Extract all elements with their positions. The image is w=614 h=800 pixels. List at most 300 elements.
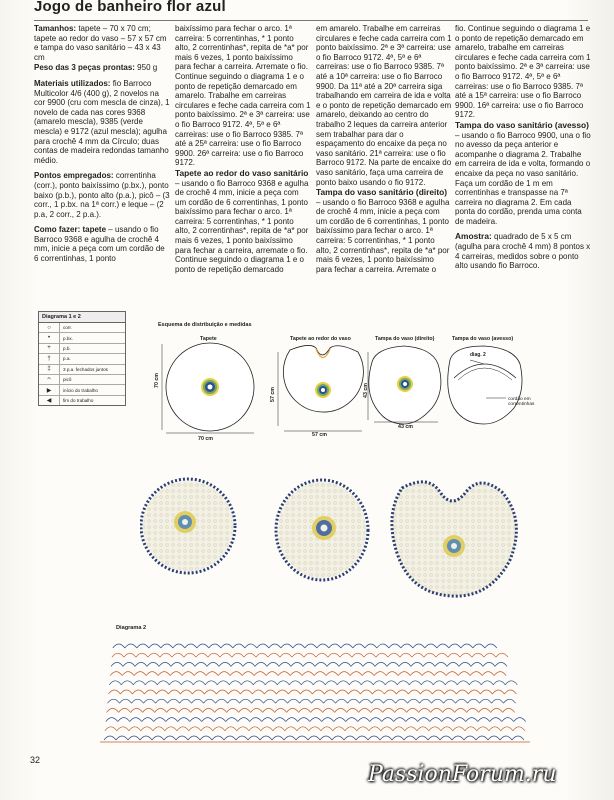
diagram-2-fan: [183, 662, 195, 666]
text-column-2: [175, 24, 311, 280]
diagram-2-fan: [263, 708, 275, 712]
diagram-2-fan: [185, 644, 197, 648]
diagram-2-fan: [340, 653, 352, 657]
diagram-2-fan: [165, 727, 177, 731]
legend-symbol: ◀: [39, 396, 60, 405]
diagram-2-fan: [328, 653, 340, 657]
diagram-2-fan: [153, 727, 165, 731]
diagram-2-fan: [408, 690, 420, 694]
diagram-2-fan: [112, 653, 124, 657]
diagram-2-fan: [349, 681, 361, 685]
diagram-2-fan: [215, 708, 227, 712]
diagram-2-fan: [478, 718, 490, 722]
col3-heading: Tampa do vaso sanitário (direito): [316, 187, 448, 198]
stitches-text: correntinha (corr.), ponto baixíssimo (p.bx.), ponto baixo (p.b.), ponto alto (p.a.), picô – (3 corr., 1 p.bx. na 1ª corr.) e leque – (2 p.a, 2 corr., 2 p.a.).: [34, 171, 170, 219]
diagram-2-fan: [302, 672, 314, 676]
diagram-2-fan: [419, 708, 431, 712]
diagram-2-fan: [178, 718, 190, 722]
diagram-2-fan: [492, 690, 504, 694]
diagram-2-fan: [132, 699, 144, 703]
diagram-2-fan: [449, 644, 461, 648]
diagram-2-fan: [488, 736, 500, 740]
diagram-2-fan: [243, 662, 255, 666]
diagram-2-fan: [484, 653, 496, 657]
diagram-2-fan: [457, 681, 469, 685]
diagram-2-fan: [197, 644, 209, 648]
diagram-2-fan: [233, 644, 245, 648]
diagram-2-fan: [129, 727, 141, 731]
diagram-2-fan: [206, 672, 218, 676]
col4-sample-text: quadrado de 5 x 5 cm (agulha para crochê 4 mm) 8 pontos x 4 carreiras, medidos sobre o ponto alto usando fio Barroco.: [455, 232, 591, 271]
diagram-2-fan: [124, 653, 136, 657]
diagram-2-fan: [452, 736, 464, 740]
diagram-2-fan: [145, 681, 157, 685]
diagram-2-fan: [444, 690, 456, 694]
diagram-2-fan: [255, 662, 267, 666]
diagram-2-fan: [360, 690, 372, 694]
diagram-2-fan: [196, 653, 208, 657]
text-column-4: [455, 24, 591, 277]
diagram-2-fan: [128, 736, 140, 740]
diagram-2-fan: [158, 672, 170, 676]
diagram-2-fan: [503, 708, 515, 712]
diagram-2-fan: [384, 699, 396, 703]
diagram-2-fan: [204, 690, 216, 694]
diagram-2-fan: [280, 653, 292, 657]
diagram-2-fan: [316, 653, 328, 657]
diagram-2-fan: [326, 672, 338, 676]
diagram-2-fan: [266, 672, 278, 676]
diagram-2-fan: [251, 708, 263, 712]
diagram-2-fan: [146, 672, 158, 676]
diagram-2-fan: [218, 672, 230, 676]
dim-redor-vertical: 57 cm: [270, 386, 276, 402]
diagram-2-fan: [274, 718, 286, 722]
diagram-2-fan: [384, 690, 396, 694]
diagram-2-fan: [113, 644, 125, 648]
howto-text: – usando o fio Barroco 9368 e agulha de crochê 4 mm, inicie a peça com um cordão de 6 correntinhas, 1 ponto: [34, 225, 165, 264]
diagram-2-fan: [117, 727, 129, 731]
diagram-2-fan: [310, 718, 322, 722]
diagram-2-fan: [401, 644, 413, 648]
diagram-2-fan: [194, 672, 206, 676]
diagram-2-fan: [217, 681, 229, 685]
diagram-2-fan: [504, 699, 516, 703]
diagram-2-fan: [133, 681, 145, 685]
diagram-2-fan: [204, 699, 216, 703]
diagram-2-fan: [189, 727, 201, 731]
caption-tapete: Tapete: [200, 336, 217, 342]
diagram-2-fan: [428, 736, 440, 740]
diagram-2-fan: [232, 653, 244, 657]
diagram-2-fan: [231, 662, 243, 666]
diagram-2-fan: [253, 681, 265, 685]
diagram-2-fan: [406, 718, 418, 722]
diagram-2-fan: [345, 727, 357, 731]
text-column-1: [34, 24, 170, 270]
diagram-2-fan: [288, 690, 300, 694]
diagram-2-fan: [149, 644, 161, 648]
diagram-2-fan: [154, 718, 166, 722]
diagram-2-fan: [298, 718, 310, 722]
diagram-2-fan: [108, 699, 120, 703]
diagram-2-fan: [147, 662, 159, 666]
diagram-2-fan: [208, 653, 220, 657]
diagram-2-fan: [220, 653, 232, 657]
diagram-2-fan: [156, 699, 168, 703]
diagram-2-fan: [513, 727, 525, 731]
diagram-2-fan: [241, 681, 253, 685]
page-number: 32: [30, 755, 41, 765]
diagram-2-fan: [344, 736, 356, 740]
diagram-2-fan: [164, 736, 176, 740]
diagram-2-fan: [230, 672, 242, 676]
diagram-2-fan: [481, 681, 493, 685]
diagram-2-fan: [110, 672, 122, 676]
diagram-2-fan: [136, 653, 148, 657]
diagram-2-fan: [329, 644, 341, 648]
diagram-2-fan: [301, 681, 313, 685]
diagram-2-fan: [494, 672, 506, 676]
diagram-2-fan: [214, 718, 226, 722]
diagram-2-fan: [443, 708, 455, 712]
diag2-tag: diag. 2: [470, 352, 486, 358]
diagram-2-fan: [216, 690, 228, 694]
diagram-2-fan: [272, 736, 284, 740]
diagram-2-fan: [422, 672, 434, 676]
diagram-2-fan: [159, 662, 171, 666]
diagram-2-fan: [394, 718, 406, 722]
diagram-2-fan: [134, 672, 146, 676]
diagram-2-fan: [219, 662, 231, 666]
diagram-2-fan: [265, 681, 277, 685]
diagram-2-fan: [416, 736, 428, 740]
diagram-2-fan: [476, 736, 488, 740]
diagram-2-fan: [420, 690, 432, 694]
diagram-2-fan: [291, 662, 303, 666]
legend-symbol: ᴖ: [39, 375, 60, 384]
diagram-2-fan: [262, 718, 274, 722]
diagram-2-fan: [336, 699, 348, 703]
diagram-2-fan: [456, 699, 468, 703]
diagram-2-fan: [315, 662, 327, 666]
diagram-2-chart: [60, 632, 560, 744]
dim-tapete-vertical: 70 cm: [154, 372, 160, 388]
diagram-2-fan: [224, 736, 236, 740]
diagram-2-fan: [195, 662, 207, 666]
diagram-2-fan: [417, 727, 429, 731]
caption-tampa-direito: Tampa do vaso (direito): [375, 336, 435, 342]
diagram-2-fan: [277, 681, 289, 685]
tapete-center: [208, 385, 213, 390]
diagram-2-fan: [372, 690, 384, 694]
diagram-2-fan: [284, 736, 296, 740]
diagram-2-fan: [157, 681, 169, 685]
text-column-3: [316, 24, 452, 280]
diagram-2-fan: [148, 653, 160, 657]
diagram-2-fan: [191, 708, 203, 712]
diagram-2-fan: [313, 681, 325, 685]
legend-row: [39, 344, 125, 354]
diagram-2-fan: [297, 727, 309, 731]
diagram-2-fan: [275, 708, 287, 712]
diagram-2-fan: [362, 672, 374, 676]
diagram-2-rows: [100, 644, 530, 742]
legend-row: [39, 354, 125, 364]
weight-label: Peso das 3 peças prontas:: [34, 63, 135, 73]
diagram-2-fan: [125, 644, 137, 648]
diagram-2-fan: [168, 699, 180, 703]
legend-row: [39, 323, 125, 333]
materials-text: fio Barroco Multicolor 4/6 (400 g), 2 novelos na cor 9900 (cru com mescla de cinza), 1 novelo de cada nas cores 9368 (amarelo mescla), 9385 (verde mescla) e 9172 (azul mescla); agulha para crochê 4 mm da Círculo; duas contas de madeira redondas tamanho médio.: [34, 78, 170, 165]
diagram-2-fan: [491, 708, 503, 712]
diagram-2-fan: [334, 718, 346, 722]
diagram-2-fan: [324, 699, 336, 703]
diagram-2-fan: [120, 690, 132, 694]
diagram-2-fan: [144, 699, 156, 703]
diagram-2-fan: [468, 699, 480, 703]
diagram-2-fan: [190, 718, 202, 722]
diagram-2-fan: [171, 662, 183, 666]
diagram-2-fan: [471, 662, 483, 666]
diagram-2-fan: [492, 699, 504, 703]
diagram-2-fan: [493, 681, 505, 685]
diagram-2-fan: [278, 672, 290, 676]
howto-sub: tapete: [82, 225, 107, 235]
diagram-2-fan: [303, 662, 315, 666]
diagram-2-fan: [472, 653, 484, 657]
diagram-2-fan: [496, 653, 508, 657]
diagram-2-fan: [167, 708, 179, 712]
diagram-2-fan: [226, 718, 238, 722]
col3-para-1: em amarelo. Trabalhe em carreiras circulares e feche cada carreira com 1 ponto baixíssimo. 2ª e 3ª carreira: use o fio Barroco 9172. 4ª, 5ª e 6ª carreiras: use o fio Barroco 9385. 7ª até a 10ª carreira: use o fio Barroco 9900. Da 11ª até a 20ª carreira siga trabalhando em carreira de ida e volta e o ponto de repetição demarcado em amarelo, deixando ao centro do trabalho 2 leques da carreira anterior sem trabalhar para dar o espaçamento do encaixe da peça no vaso sanitário. 21ª carreira: use o fio Barroco 9172. Na parte de encaixe do vaso sanitário, faça uma carreira de ponto baixo usando o fio 9172.: [316, 24, 452, 187]
diagram-2-fan: [229, 681, 241, 685]
diagram-2-fan: [323, 708, 335, 712]
diagram-2-fan: [385, 681, 397, 685]
diagram-2-fan: [477, 727, 489, 731]
diagram-2-fan: [512, 736, 524, 740]
diagram-2-fan: [410, 672, 422, 676]
diagram-2-fan: [501, 727, 513, 731]
diagram-2-fan: [290, 672, 302, 676]
col2-heading: Tapete ao redor do vaso sanitário: [175, 167, 309, 178]
diagram-2-fan: [168, 690, 180, 694]
diagram-2-fan: [192, 690, 204, 694]
diagram-2-fan: [341, 644, 353, 648]
diagram-2-fan: [213, 727, 225, 731]
diagram-2-fan: [212, 736, 224, 740]
diagram-2-fan: [411, 662, 423, 666]
diagram-2-fan: [432, 699, 444, 703]
legend-label: p.b.: [63, 345, 71, 351]
diagram-2-fan: [360, 699, 372, 703]
diagram-2-fan: [172, 653, 184, 657]
diagram-2-fan: [180, 699, 192, 703]
diagram-2-fan: [276, 690, 288, 694]
diagram-2-fan: [132, 690, 144, 694]
legend-table: [38, 311, 126, 406]
col4-sample-heading: Amostra:: [455, 231, 492, 242]
diagram-2-fan: [337, 681, 349, 685]
diagram-2-fan: [228, 690, 240, 694]
diagram-2-fan: [479, 708, 491, 712]
diagram-2-fan: [181, 681, 193, 685]
diagram-2-fan: [176, 736, 188, 740]
diagram-2-fan: [461, 644, 473, 648]
diagram-2-fan: [454, 718, 466, 722]
page-title: Jogo de banheiro flor azul: [34, 0, 226, 15]
diagram-2-fan: [480, 690, 492, 694]
title-rule: [34, 20, 588, 21]
legend-title: Diagrama 1 e 2: [39, 312, 125, 323]
diagram-2-fan: [173, 644, 185, 648]
diagram-2-fan: [160, 653, 172, 657]
diagram-2-fan: [254, 672, 266, 676]
diagram-2-fan: [373, 681, 385, 685]
caption-redor: Tapete ao redor do vaso: [290, 336, 351, 342]
diagram-2-fan: [502, 718, 514, 722]
diagram-2-fan: [244, 653, 256, 657]
legend-row: [39, 333, 125, 343]
diagram-2-fan: [336, 690, 348, 694]
diagram-2-fan: [324, 690, 336, 694]
schema-title: Esquema de distribuição e medidas: [158, 322, 252, 328]
diagram-2-fan: [170, 672, 182, 676]
diagram-2-fan: [380, 736, 392, 740]
diagram-2-fan: [268, 653, 280, 657]
diagram-2-fan: [177, 727, 189, 731]
diagram-2-fan: [465, 727, 477, 731]
diagram-2-fan: [396, 699, 408, 703]
diagram-2-fan: [442, 718, 454, 722]
diagram-2-fan: [470, 672, 482, 676]
diagram-2-fan: [202, 718, 214, 722]
legend-symbol: ○: [39, 323, 60, 332]
diagram-2-fan: [122, 672, 134, 676]
diagram-2-fan: [490, 718, 502, 722]
diagram-2-fan: [335, 708, 347, 712]
diagram-2-fan: [473, 644, 485, 648]
diagram-2-fan: [338, 672, 350, 676]
diagram-2-fan: [228, 699, 240, 703]
diagram-2-fan: [489, 727, 501, 731]
diagram-2-fan: [405, 727, 417, 731]
diagram-2-fan: [389, 644, 401, 648]
diagram-2-fan: [130, 718, 142, 722]
diagram-2-fan: [372, 699, 384, 703]
diagram-2-fan: [121, 681, 133, 685]
diagram-2-fan: [287, 708, 299, 712]
diagram-2-fan: [205, 681, 217, 685]
diagram-2-fan: [152, 736, 164, 740]
col2-para-2: – usando o fio Barroco 9368 e agulha de crochê 4 mm, inicie a peça com um cordão de 6 correntinhas, 1 ponto baixíssimo para fechar o arco. 1ª carreira: 5 correntinhas, * 1 ponto alto, 2 correntinhas*, repita de *a* por mais 6 vezes, 1 ponto baixíssimo para fechar a carreira, arremate o fio. Continue seguindo o diagrama 1 e o ponto de repetição demarcado: [175, 178, 309, 274]
diagram-2-fan: [505, 681, 517, 685]
col4-heading: Tampa do vaso sanitário (avesso): [455, 119, 589, 130]
diagram-2-fan: [437, 644, 449, 648]
diagram-2-fan: [433, 681, 445, 685]
diagram-2-label: Diagrama 2: [116, 625, 147, 631]
diagram-2-fan: [351, 662, 363, 666]
diagram-2-fan: [140, 736, 152, 740]
diagram-2-fan: [482, 672, 494, 676]
diagram-2-fan: [352, 653, 364, 657]
sizes-text: tapete – 70 x 70 cm; tapete ao redor do vaso – 57 x 57 cm e tampa do vaso sanitário – 43 x 43 cm: [34, 24, 167, 62]
diagram-2-fan: [395, 708, 407, 712]
diagram-2-fan: [118, 718, 130, 722]
diagram-2-fan: [299, 708, 311, 712]
stitches-label: Pontos empregados:: [34, 171, 114, 181]
diagram-2-fan: [314, 672, 326, 676]
diagram-2-fan: [108, 690, 120, 694]
diagram-2-fan: [453, 727, 465, 731]
diagram-2-fan: [346, 718, 358, 722]
diagram-2-fan: [193, 681, 205, 685]
diagram-2-fan: [239, 708, 251, 712]
diagram-2-fan: [169, 681, 181, 685]
diagram-2-fan: [207, 662, 219, 666]
legend-symbol: ‡: [39, 365, 60, 374]
diagram-2-fan: [412, 653, 424, 657]
diagram-2-fan: [209, 644, 221, 648]
diagram-2-fan: [347, 708, 359, 712]
diagram-2-fan: [256, 653, 268, 657]
legend-label: 3 p.a. fechados juntos: [63, 366, 108, 372]
diagram-2-fan: [240, 690, 252, 694]
photo-redor-center: [451, 543, 457, 549]
diagram-2-fan: [459, 662, 471, 666]
diagram-2-fan: [333, 727, 345, 731]
diagram-2-fan: [392, 736, 404, 740]
diagram-2-fan: [321, 727, 333, 731]
diagram-2-fan: [358, 718, 370, 722]
diagram-2-fan: [408, 699, 420, 703]
diagram-2-fan: [350, 672, 362, 676]
diagram-2-fan: [421, 681, 433, 685]
diagram-2-fan: [240, 699, 252, 703]
photos-crochet-pieces: [140, 470, 540, 610]
diagram-2-fan: [245, 644, 257, 648]
diagram-2-fan: [495, 662, 507, 666]
diagram-2-fan: [252, 699, 264, 703]
diagram-2-fan: [293, 644, 305, 648]
diagram-2-fan: [480, 699, 492, 703]
redor-outline: [283, 345, 363, 412]
diagram-2-fan: [431, 708, 443, 712]
diagram-2-fan: [387, 662, 399, 666]
diagram-2-fan: [441, 727, 453, 731]
diagram-2-fan: [386, 672, 398, 676]
diagram-2-fan: [155, 708, 167, 712]
diagram-2-fan: [425, 644, 437, 648]
diagram-2-fan: [166, 718, 178, 722]
diagram-2-fan: [363, 662, 375, 666]
diagram-2-fan: [424, 653, 436, 657]
diagram-2-fan: [182, 672, 194, 676]
diagram-2-fan: [514, 718, 526, 722]
legend-row: [39, 385, 125, 395]
diagram-2-fan: [429, 727, 441, 731]
diagram-2-fan: [357, 727, 369, 731]
diagram-2-fan: [156, 690, 168, 694]
legend-symbol: †: [39, 354, 60, 363]
diagram-2-fan: [264, 690, 276, 694]
diagram-2-fan: [227, 708, 239, 712]
diagram-2-fan: [180, 690, 192, 694]
diagram-2-fan: [485, 644, 497, 648]
dim-redor-horizontal: 57 cm: [312, 432, 328, 438]
diagram-2-fan: [467, 708, 479, 712]
col2-para-1: baixíssimo para fechar o arco. 1ª carreira: 5 correntinhas, * 1 ponto alto, 2 correntinhas*, repita de *a* por mais 6 vezes, 1 ponto baixíssimo para fechar a carreira. Arremate o fio. Continue seguindo o diagrama 1 e o ponto de repetição demarcado em amarelo. Trabalhe em carreiras circulares e feche cada carreira com 1 ponto baixíssimo. 2ª e 3ª carreira: use o fio Barroco 9172. 4ª, 5ª e 6ª carreiras: use o fio Barroco 9385. 7ª até a 25ª carreira: use o fio Barroco 9900. 26ª carreira: use o fio Barroco 9172.: [175, 24, 311, 168]
